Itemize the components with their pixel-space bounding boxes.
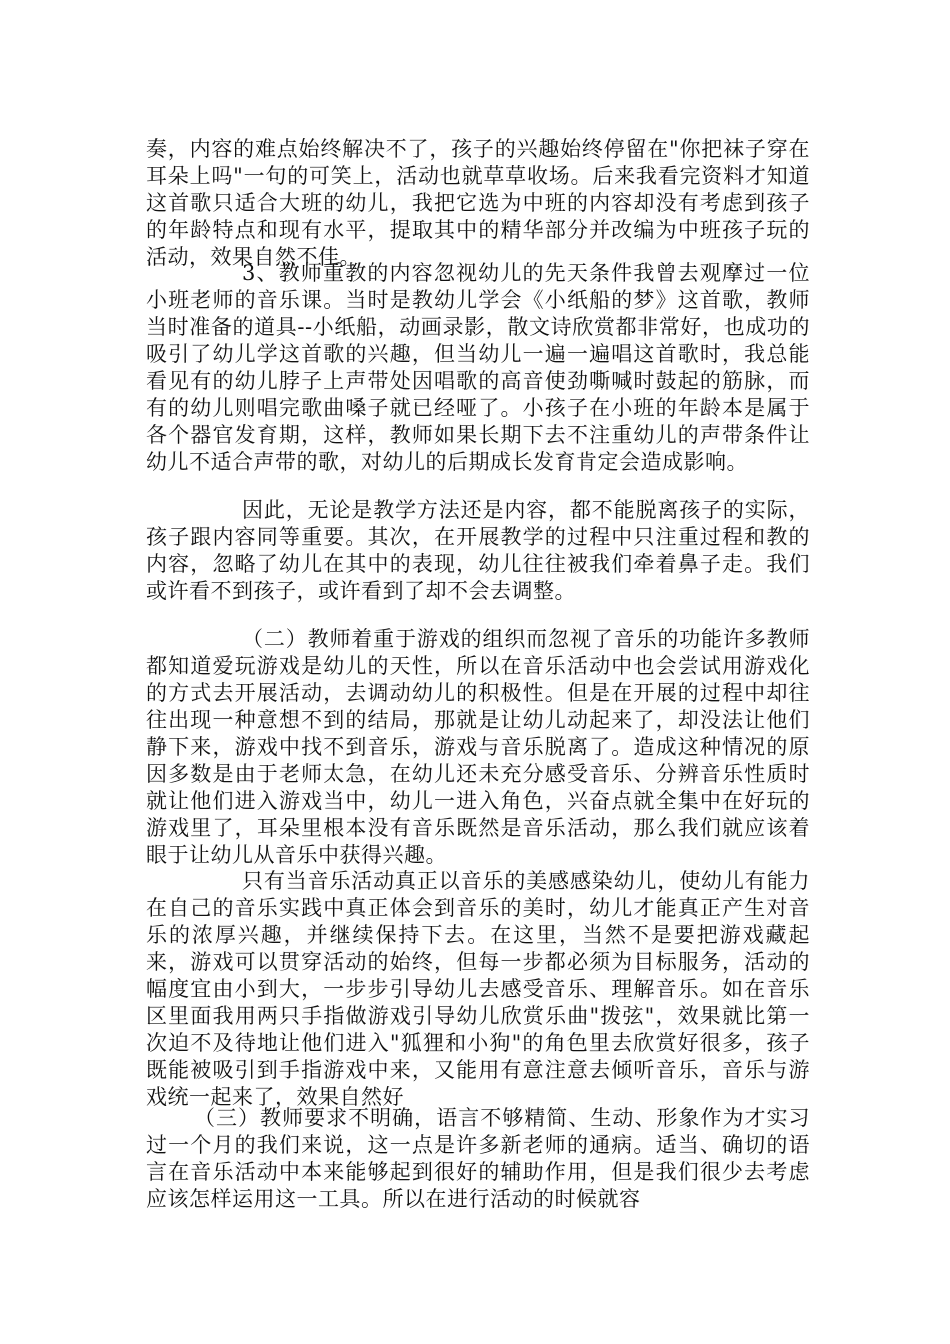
paragraph-4: （二）教师着重于游戏的组织而忽视了音乐的功能许多教师都知道爱玩游戏是幼儿的天性，所以在音乐活动中也会尝试用游戏化的方式去开展活动，去调动幼儿的积极性。但是在开展的过程中却往往出现一种意想不到的结局，那就是让幼儿动起来了，却没法让他们静下来，游戏中找不到音乐，游戏与音乐脱离了。造成这种情况的原因多数是由于老师太急，在幼儿还未充分感受音乐、分辨音乐性质时就让他们进入游戏当中，幼儿一进入角色，兴奋点就全集中在好玩的游戏里了，耳朵里根本没有音乐既然是音乐活动，那么我们就应该着眼于让幼儿从音乐中获得兴趣。	[146, 627, 810, 867]
paragraph-5: 只有当音乐活动真正以音乐的美感感染幼儿，使幼儿有能力在自己的音乐实践中真正体会到音乐的美时，幼儿才能真正产生对音乐的浓厚兴趣，并继续保持下去。在这里，当然不是要把游戏藏起来，游戏可以贯穿活动的始终，但每一步都必须为目标服务，活动的幅度宜由小到大，一步步引导幼儿去感受音乐、理解音乐。如在音乐区里面我用两只手指做游戏引导幼儿欣赏乐曲"拨弦"，效果就比第一次迫不及待地让他们进入"狐狸和小狗"的角色里去欣赏好很多，孩子既能被吸引到手指游戏中来，又能用有意注意去倾听音乐，音乐与游戏统一起来了，效果自然好	[146, 869, 810, 1109]
paragraph-6: （三）教师要求不明确，语言不够精简、生动、形象作为才实习过一个月的我们来说，这一点是许多新老师的通病。适当、确切的语言在音乐活动中本来能够起到很好的辅助作用，但是我们很少去考虑应该怎样运用这一工具。所以在进行活动的时候就容	[146, 1106, 810, 1211]
paragraph-1: 奏，内容的难点始终解决不了，孩子的兴趣始终停留在"你把袜子穿在耳朵上吗"一句的可笑上，活动也就草草收场。后来我看完资料才知道这首歌只适合大班的幼儿，我把它选为中班的内容却没有考虑到孩子的年龄特点和现有水平，提取其中的精华部分并改编为中班孩子玩的活动，效果自然不佳。	[146, 137, 810, 269]
paragraph-3: 因此，无论是教学方法还是内容，都不能脱离孩子的实际，孩子跟内容同等重要。其次，在开展教学的过程中只注重过程和教的内容，忽略了幼儿在其中的表现，幼儿往往被我们牵着鼻子走。我们或许看不到孩子，或许看到了却不会去调整。	[146, 498, 810, 603]
paragraph-2: 3、教师重教的内容忽视幼儿的先天条件我曾去观摩过一位小班老师的音乐课。当时是教幼儿学会《小纸船的梦》这首歌，教师当时准备的道具--小纸船，动画录影，散文诗欣赏都非常好，也成功的吸引了幼儿学这首歌的兴趣，但当幼儿一遍一遍唱这首歌时，我总能看见有的幼儿脖子上声带处因唱歌的高音使劲嘶喊时鼓起的筋脉，而有的幼儿则唱完歌曲嗓子就已经哑了。小孩子在小班的年龄本是属于各个器官发育期，这样，教师如果长期下去不注重幼儿的声带条件让幼儿不适合声带的歌，对幼儿的后期成长发育肯定会造成影响。	[146, 261, 810, 474]
